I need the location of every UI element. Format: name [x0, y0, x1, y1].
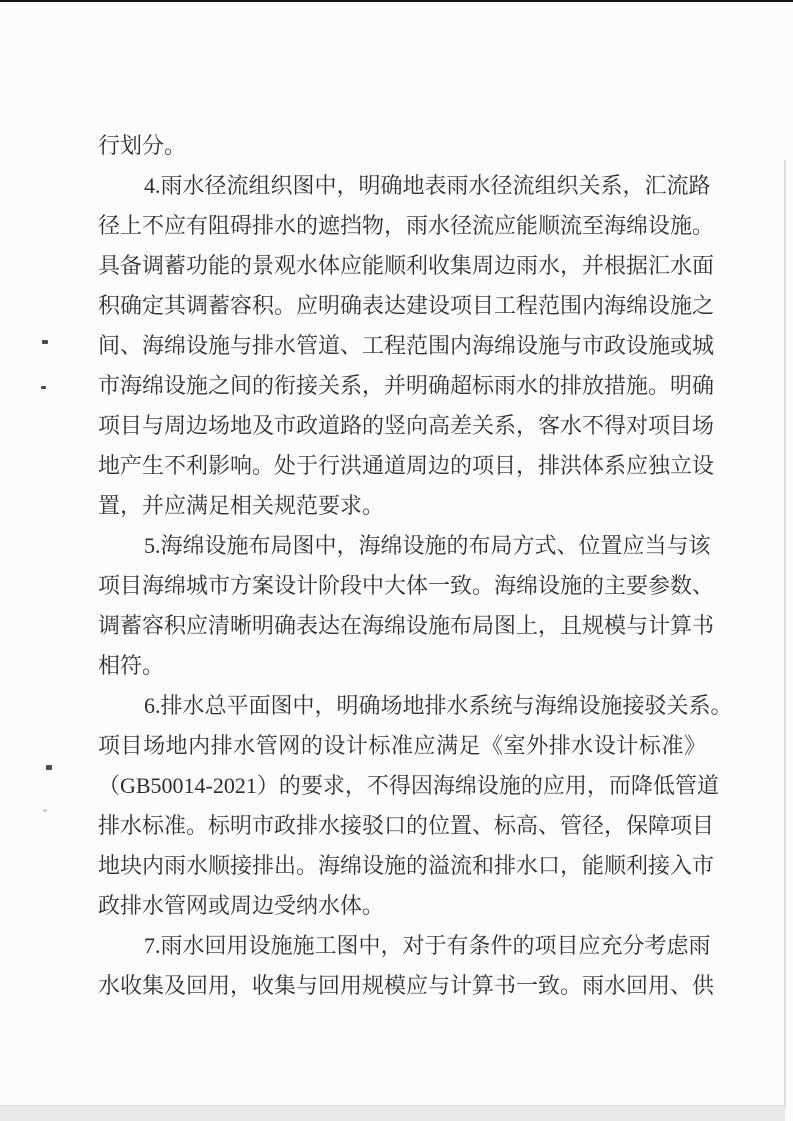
scan-speck [41, 386, 46, 389]
text-line: （GB50014-2021）的要求，不得因海绵设施的应用，而降低管道 [98, 773, 719, 798]
text-line: 地产生不利影响。处于行洪通道周边的项目，排洪体系应独立设 [98, 453, 715, 478]
scan-speck [46, 765, 52, 770]
text-line: 水收集及回用，收集与回用规模应与计算书一致。雨水回用、供 [98, 973, 715, 998]
text-line: 相符。 [98, 653, 165, 678]
text-line: 行划分。 [98, 133, 187, 158]
scan-speck [43, 809, 47, 812]
text-line: 项目与周边场地及市政道路的竖向高差关系，客水不得对项目场 [98, 413, 715, 438]
text-line: 径上不应有阻碍排水的遮挡物，雨水径流应能顺流至海绵设施。 [98, 213, 715, 238]
scan-bottom-band [0, 1105, 785, 1121]
text-line: 4.雨水径流组织图中，明确地表雨水径流组织关系，汇流路 [144, 173, 711, 198]
text-line: 地块内雨水顺接排出。海绵设施的溢流和排水口，能顺利接入市 [98, 853, 715, 878]
text-line: 具备调蓄功能的景观水体应能顺利收集周边雨水，并根据汇水面 [98, 253, 715, 278]
text-line: 置，并应满足相关规范要求。 [98, 493, 385, 518]
text-line: 政排水管网或周边受纳水体。 [98, 893, 385, 918]
text-line: 积确定其调蓄容积。应明确表达建设项目工程范围内海绵设施之 [98, 293, 715, 318]
scan-speck [42, 340, 48, 344]
text-line: 间、海绵设施与排水管道、工程范围内海绵设施与市政设施或城 [98, 333, 715, 358]
text-line: 6.排水总平面图中，明确场地排水系统与海绵设施接驳关系。 [144, 693, 733, 718]
text-line: 7.雨水回用设施施工图中，对于有条件的项目应充分考虑雨 [144, 933, 711, 958]
text-line: 5.海绵设施布局图中，海绵设施的布局方式、位置应当与该 [144, 533, 711, 558]
text-line: 市海绵设施之间的衔接关系，并明确超标雨水的排放措施。明确 [98, 373, 715, 398]
scan-top-edge [0, 0, 793, 2]
document-text [98, 126, 733, 1006]
scan-paper-edge-line [784, 160, 786, 1109]
text-line: 调蓄容积应清晰明确表达在海绵设施布局图上，且规模与计算书 [98, 613, 715, 638]
text-line: 项目场地内排水管网的设计标准应满足《室外排水设计标准》 [98, 733, 706, 758]
text-line: 排水标准。标明市政排水接驳口的位置、标高、管径，保障项目 [98, 813, 715, 838]
text-line: 项目海绵城市方案设计阶段中大体一致。海绵设施的主要参数、 [98, 573, 715, 598]
